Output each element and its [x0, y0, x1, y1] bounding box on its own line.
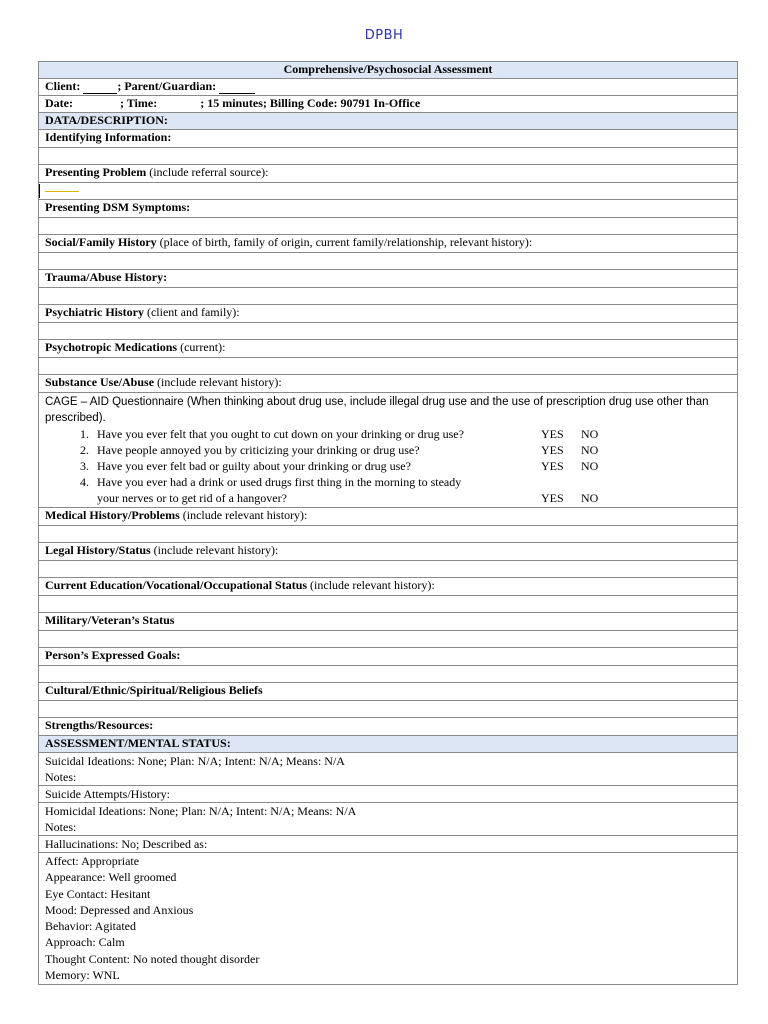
observation-affect: Affect: Appropriate	[45, 854, 140, 868]
section-data-description: DATA/DESCRIPTION:	[39, 113, 737, 130]
legal-row	[39, 543, 737, 561]
social-family-note: (place of birth, family of origin, current family/relationship, relevant history):	[156, 235, 533, 249]
trauma-field[interactable]	[39, 288, 737, 305]
observation-mood: Mood: Depressed and Anxious	[45, 902, 194, 917]
section-assessment: ASSESSMENT/MENTAL STATUS:	[39, 736, 737, 753]
goals-field[interactable]	[39, 666, 737, 683]
dsm-label: Presenting DSM Symptoms:	[39, 200, 737, 218]
goals-label: Person’s Expressed Goals:	[39, 648, 737, 666]
cage-q-no[interactable]	[581, 474, 731, 490]
suicidal-notes: Notes:	[45, 770, 77, 784]
suicide-attempts: Suicide Attempts/History:	[39, 786, 737, 803]
homicidal-notes: Notes:	[45, 820, 77, 834]
medical-row	[39, 508, 737, 526]
cage-question-row	[45, 426, 731, 442]
assessment-form	[38, 61, 738, 985]
time-label: ; Time:	[119, 96, 158, 110]
legal-label: Legal History/Status	[45, 543, 151, 557]
client-field[interactable]	[83, 82, 117, 94]
strengths-label: Strengths/Resources:	[39, 718, 737, 736]
observation-behavior: Behavior: Agitated	[45, 919, 136, 934]
education-note: (include relevant history):	[307, 578, 435, 592]
highlight-underline	[45, 191, 79, 192]
observations-block	[39, 853, 737, 985]
social-family-row	[39, 235, 737, 253]
client-label: Client:	[45, 79, 81, 93]
psychiatric-field[interactable]	[39, 323, 737, 340]
suicidal-ideations: Suicidal Ideations: None; Plan: N/A; Intent: N/A; Means: N/A	[45, 754, 345, 768]
substance-row	[39, 375, 737, 393]
billing-text: ; 15 minutes; Billing Code: 90791 In-Office	[200, 96, 421, 110]
header-org: DPBH	[364, 28, 404, 43]
social-family-label: Social/Family History	[45, 235, 157, 249]
medical-note: (include relevant history):	[179, 508, 308, 522]
cage-question-row	[45, 490, 731, 506]
substance-note: (include relevant history):	[154, 375, 282, 389]
education-label: Current Education/Vocational/Occupational Status	[45, 578, 308, 592]
presenting-problem-label: Presenting Problem	[45, 165, 147, 179]
medical-label: Medical History/Problems	[45, 508, 180, 522]
homicidal-ideations: Homicidal Ideations: None; Plan: N/A; Intent: N/A; Means: N/A	[45, 804, 357, 818]
cage-q-text: Have you ever felt that you ought to cut down on your drinking or drug use?	[97, 427, 464, 441]
cage-q-no[interactable]: NO	[581, 459, 599, 473]
cage-q-text: your nerves or to get rid of a hangover?	[97, 491, 287, 505]
text-cursor	[39, 184, 40, 198]
medical-field[interactable]	[39, 526, 737, 543]
education-row	[39, 578, 737, 596]
observation-approach: Approach: Calm	[45, 935, 125, 950]
cage-q-number: 2.	[80, 443, 89, 457]
observation-appearance: Appearance: Well groomed	[45, 870, 177, 885]
hallucinations: Hallucinations: No; Described as:	[39, 836, 737, 853]
cage-question-row	[45, 442, 731, 458]
cage-q-text: Have people annoyed you by criticizing your drinking or drug use?	[97, 443, 420, 457]
cultural-field[interactable]	[39, 701, 737, 718]
cage-q-yes[interactable]	[541, 474, 581, 490]
cage-question-row	[45, 474, 731, 490]
psychiatric-label: Psychiatric History	[45, 305, 144, 319]
psychiatric-note: (client and family):	[143, 305, 240, 319]
cage-q-number: 1.	[80, 427, 89, 441]
cage-q-no[interactable]: NO	[581, 427, 599, 441]
guardian-label: Parent/Guardian:	[124, 79, 217, 93]
homicidal-block	[39, 803, 737, 836]
cage-q-number: 4.	[80, 475, 89, 489]
cage-q-no[interactable]: NO	[581, 443, 599, 457]
meds-note: (current):	[177, 340, 226, 354]
cage-question-row	[45, 458, 731, 474]
date-row	[39, 96, 737, 113]
cage-questions	[45, 426, 731, 506]
dsm-field[interactable]	[39, 218, 737, 235]
observation-thought-content: Thought Content: No noted thought disorder	[45, 951, 260, 966]
identifying-label: Identifying Information:	[39, 130, 737, 148]
cage-q-yes[interactable]: YES	[541, 459, 564, 473]
cage-q-no[interactable]: NO	[581, 491, 599, 505]
legal-note: (include relevant history):	[150, 543, 279, 557]
cage-block	[39, 393, 737, 508]
meds-row	[39, 340, 737, 358]
observation-eye-contact: Eye Contact: Hesitant	[45, 886, 151, 901]
cage-q-yes[interactable]: YES	[541, 491, 564, 505]
cage-q-yes[interactable]: YES	[541, 427, 564, 441]
client-row: Client: ; Parent/Guardian:	[39, 79, 737, 96]
military-label: Military/Veteran’s Status	[39, 613, 737, 631]
form-title: Comprehensive/Psychosocial Assessment	[39, 62, 737, 79]
guardian-field[interactable]	[219, 82, 255, 94]
observation-memory: Memory: WNL	[45, 968, 120, 983]
substance-label: Substance Use/Abuse	[45, 375, 155, 389]
cage-q-text: Have you ever felt bad or guilty about your drinking or drug use?	[97, 459, 411, 473]
military-field[interactable]	[39, 631, 737, 648]
legal-field[interactable]	[39, 561, 737, 578]
meds-label: Psychotropic Medications	[45, 340, 178, 354]
education-field[interactable]	[39, 596, 737, 613]
presenting-problem-field[interactable]	[39, 183, 737, 200]
identifying-field[interactable]	[39, 148, 737, 165]
presenting-problem-row	[39, 165, 737, 183]
date-label: Date:	[45, 96, 73, 110]
suicidal-block	[39, 753, 737, 786]
cage-intro: CAGE – AID Questionnaire (When thinking about drug use, include illegal drug use and the use of prescription drug use other than prescribed).	[45, 396, 709, 424]
meds-field[interactable]	[39, 358, 737, 375]
cage-q-number	[45, 490, 97, 506]
cage-q-text: Have you ever had a drink or used drugs first thing in the morning to steady	[97, 475, 462, 489]
social-family-field[interactable]	[39, 253, 737, 270]
cage-q-yes[interactable]: YES	[541, 443, 564, 457]
cage-q-number: 3.	[80, 459, 89, 473]
presenting-problem-note: (include referral source):	[146, 165, 269, 179]
psychiatric-row	[39, 305, 737, 323]
trauma-label: Trauma/Abuse History:	[39, 270, 737, 288]
cultural-label: Cultural/Ethnic/Spiritual/Religious Beliefs	[39, 683, 737, 701]
